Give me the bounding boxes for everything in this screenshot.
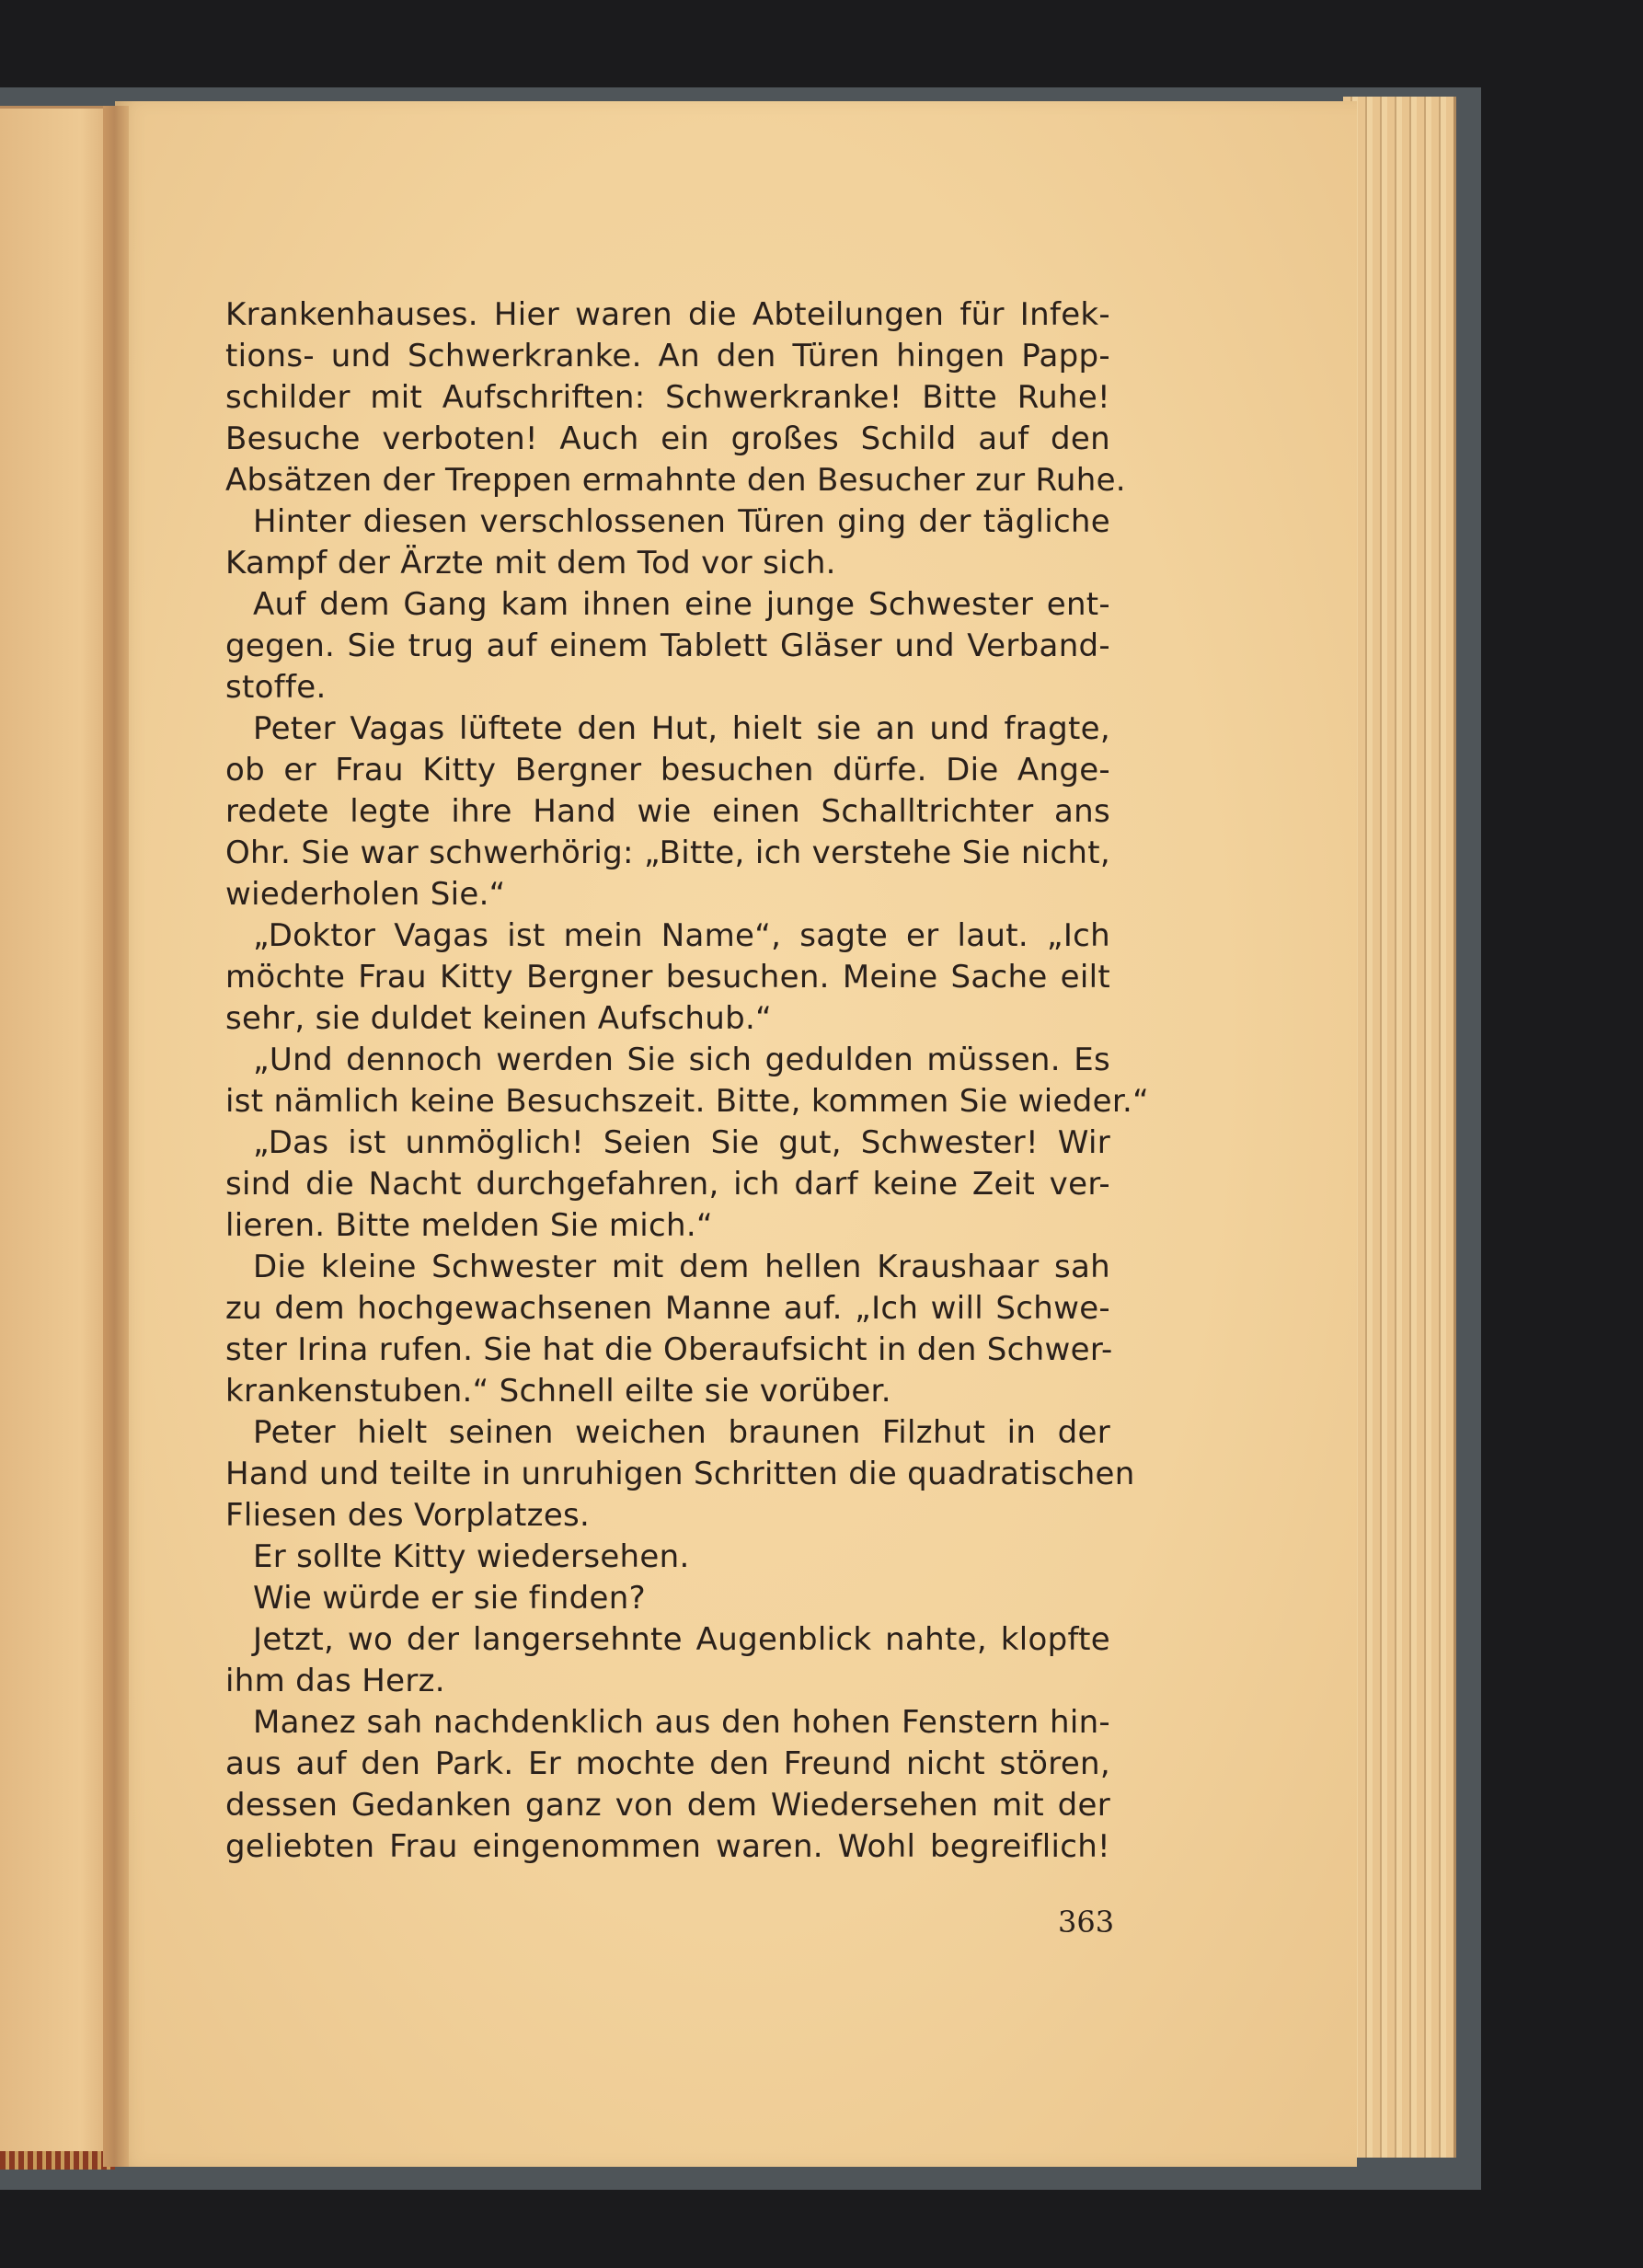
text-line: Peter hielt seinen weichen braunen Filzhut in der — [253, 1414, 1110, 1451]
text-line: aus auf den Park. Er mochte den Freund nicht stören, — [225, 1745, 1110, 1782]
page-text — [225, 294, 1150, 1868]
text-line: möchte Frau Kitty Bergner besuchen. Meine Sache eilt — [225, 959, 1110, 996]
text-line: ihm das Herz. — [225, 1663, 445, 1699]
text-line: geliebten Frau eingenommen waren. Wohl begreiflich! — [225, 1828, 1110, 1865]
text-line: sehr, sie duldet keinen Aufschub.“ — [225, 1000, 773, 1037]
text-line: tions- und Schwerkranke. An den Türen hingen Papp- — [225, 338, 1110, 374]
text-line: Er sollte Kitty wiedersehen. — [253, 1538, 690, 1575]
text-line: Hinter diesen verschlossenen Türen ging der tägliche — [253, 503, 1110, 540]
page-stack-edge — [1343, 97, 1456, 2158]
text-line: Kampf der Ärzte mit dem Tod vor sich. — [225, 545, 836, 581]
text-line: „Doktor Vagas ist mein Name“, sagte er laut. „Ich — [253, 917, 1110, 954]
text-line: Jetzt, wo der langersehnte Augenblick nahte, klopfte — [253, 1621, 1110, 1658]
text-line: Fliesen des Vorplatzes. — [225, 1497, 591, 1534]
text-line: Manez sah nachdenklich aus den hohen Fenstern hin- — [253, 1704, 1110, 1741]
text-line: ster Irina rufen. Sie hat die Oberaufsicht in den Schwer- — [225, 1331, 1113, 1368]
text-line: wiederholen Sie.“ — [225, 876, 506, 913]
text-line: Auf dem Gang kam ihnen eine junge Schwester ent- — [253, 586, 1110, 623]
text-line: Absätzen der Treppen ermahnte den Besucher zur Ruhe. — [225, 462, 1126, 499]
text-line: ob er Frau Kitty Bergner besuchen dürfe. Die Ange- — [225, 752, 1110, 789]
text-line: Ohr. Sie war schwerhörig: „Bitte, ich verstehe Sie nicht, — [225, 835, 1110, 871]
text-line: Hand und teilte in unruhigen Schritten die quadratischen — [225, 1456, 1135, 1492]
text-line: „Das ist unmöglich! Seien Sie gut, Schwester! Wir — [253, 1124, 1110, 1161]
text-line: Wie würde er sie finden? — [253, 1580, 646, 1617]
text-line: „Und dennoch werden Sie sich gedulden müssen. Es — [253, 1042, 1110, 1078]
text-line: stoffe. — [225, 669, 327, 706]
text-line: dessen Gedanken ganz von dem Wiedersehen mit der — [225, 1787, 1110, 1824]
text-line: gegen. Sie trug auf einem Tablett Gläser und Verband- — [225, 627, 1110, 664]
text-line: Besuche verboten! Auch ein großes Schild auf den — [225, 420, 1110, 457]
text-line: krankenstuben.“ Schnell eilte sie vorüber. — [225, 1373, 891, 1410]
text-line: Krankenhauses. Hier waren die Abteilungen für Infek- — [225, 296, 1110, 333]
left-page-edge — [0, 106, 115, 2170]
text-line: lieren. Bitte melden Sie mich.“ — [225, 1207, 713, 1244]
text-line: Peter Vagas lüftete den Hut, hielt sie an und fragte, — [253, 710, 1110, 747]
page-number: 363 — [1058, 1905, 1115, 1940]
text-line: zu dem hochgewachsenen Manne auf. „Ich will Schwe- — [225, 1290, 1110, 1327]
left-page-bottom-edge — [0, 2151, 115, 2170]
text-line: redete legte ihre Hand wie einen Schalltrichter ans — [225, 793, 1110, 830]
text-line: sind die Nacht durchgefahren, ich darf keine Zeit ver- — [225, 1166, 1110, 1203]
text-line: schilder mit Aufschriften: Schwerkranke! Bitte Ruhe! — [225, 379, 1110, 416]
text-line: ist nämlich keine Besuchszeit. Bitte, kommen Sie wieder.“ — [225, 1083, 1150, 1120]
text-line: Die kleine Schwester mit dem hellen Kraushaar sah — [253, 1249, 1110, 1285]
book-gutter — [103, 106, 129, 2167]
